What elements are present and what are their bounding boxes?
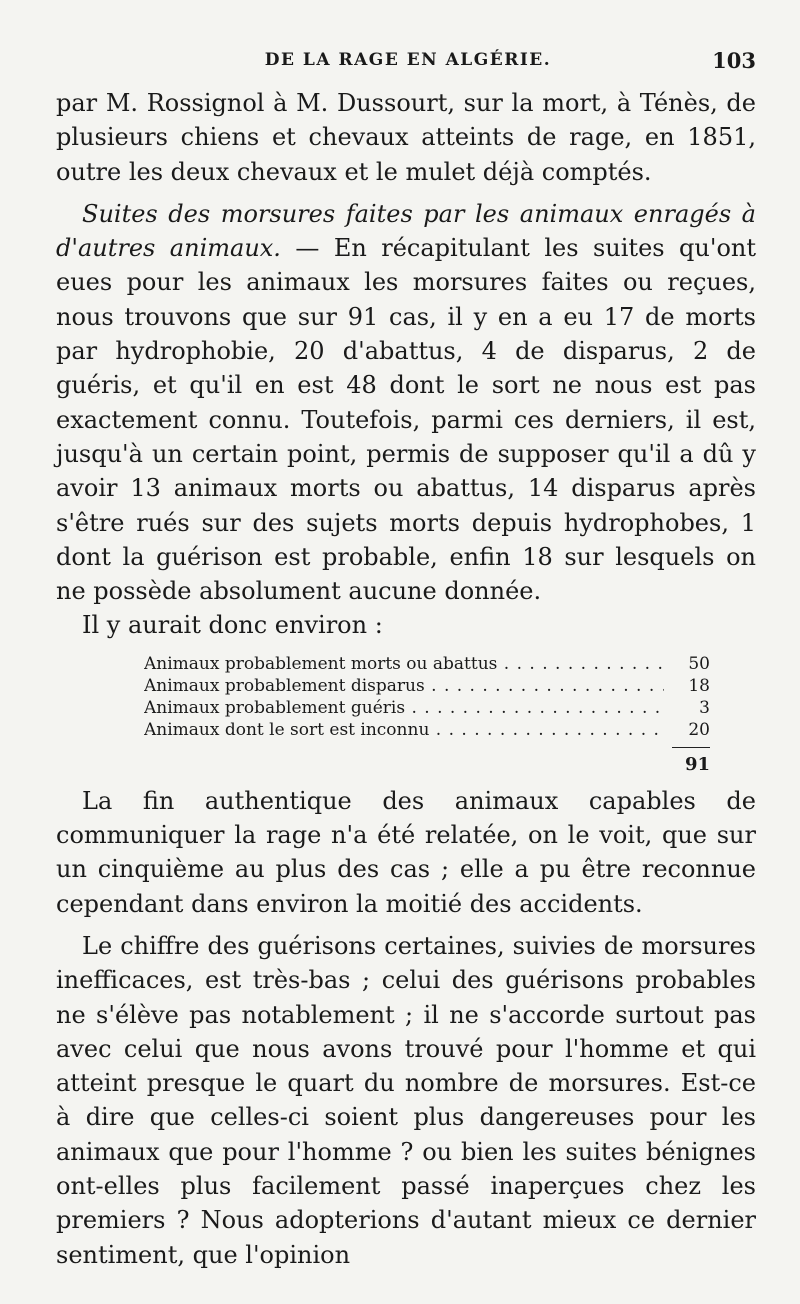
paragraph-conclusion: La fin authentique des animaux capables de communiquer la rage n'a été relatée, on le voit, que sur un cinquième au plus des cas ; elle a pu être reconnue cependant dans environ la moitié des accidents.: [56, 786, 756, 918]
tally-value: 18: [664, 675, 710, 697]
page-body: [56, 86, 756, 1272]
tally-row: [144, 675, 710, 697]
paragraph-summary: [56, 197, 756, 609]
paragraph-discussion: Le chiffre des guérisons certaines, suivies de morsures inefficaces, est très-bas ; celui des guérisons probables ne s'élève pas notablement ; il ne s'accorde surtout pas avec celui que nous avons trouvé pour l'homme et qui atteint presque le quart du nombre de morsures. Est-ce à dire que celles-ci soient plus dangereuses pour les animaux que pour l'homme ? ou bien les suites bénignes ont-elles plus facilement passé inaperçues chez les premiers ? Nous adopterions d'autant mieux ce dernier sentiment, que l'opinion: [56, 931, 756, 1269]
tally-label: Animaux probablement guéris . . .: [144, 697, 664, 719]
running-head: DE LA RAGE EN ALGÉRIE.: [264, 50, 552, 70]
tally-value: 20: [664, 719, 710, 741]
tally-total: 91: [684, 753, 710, 775]
tally-label: Animaux probablement disparus . . .: [144, 675, 664, 697]
tally-row: [144, 719, 710, 741]
tally-value: 3: [664, 697, 710, 719]
page-header: [58, 44, 758, 80]
tally-row: [144, 697, 710, 719]
tally-value: 50: [664, 653, 710, 675]
tally-label: Animaux dont le sort est inconnu . . .: [144, 719, 664, 741]
tally-row: [144, 653, 710, 675]
page-number: 103: [712, 48, 756, 73]
section-lead-italic: Suites des morsures faites par les animaux enragés à d'autres animaux.: [56, 199, 756, 263]
tally-table: [144, 653, 710, 776]
paragraph-intro-tally: Il y aurait donc environ :: [82, 611, 383, 640]
tally-label: Animaux probablement morts ou abattus . . .: [144, 653, 664, 675]
paragraph-summary-text: — En récapitulant les suites qu'ont eues pour les animaux les morsures faites ou reçues, nous trouvons que sur 91 cas, il y en a eu 17 de morts par hydrophobie, 20 d'abattus, 4 de disparus, 2 de guéris, et qu'il en est 48 dont le sort ne nous est pas exactement connu. Toutefois, parmi ces derniers, il est, jusqu'à un certain point, permis de supposer qu'il a dû y avoir 13 animaux morts ou abattus, 14 disparus après s'être rués sur des sujets morts depuis hydrophobes, 1 dont la guérison est probable, enfin 18 sur lesquels on ne possède absolument aucune donnée.: [56, 234, 756, 606]
paragraph-continued: par M. Rossignol à M. Dussourt, sur la mort, à Ténès, de plusieurs chiens et chevaux atteints de rage, en 1851, outre les deux chevaux et le mulet déjà comptés.: [56, 89, 756, 186]
